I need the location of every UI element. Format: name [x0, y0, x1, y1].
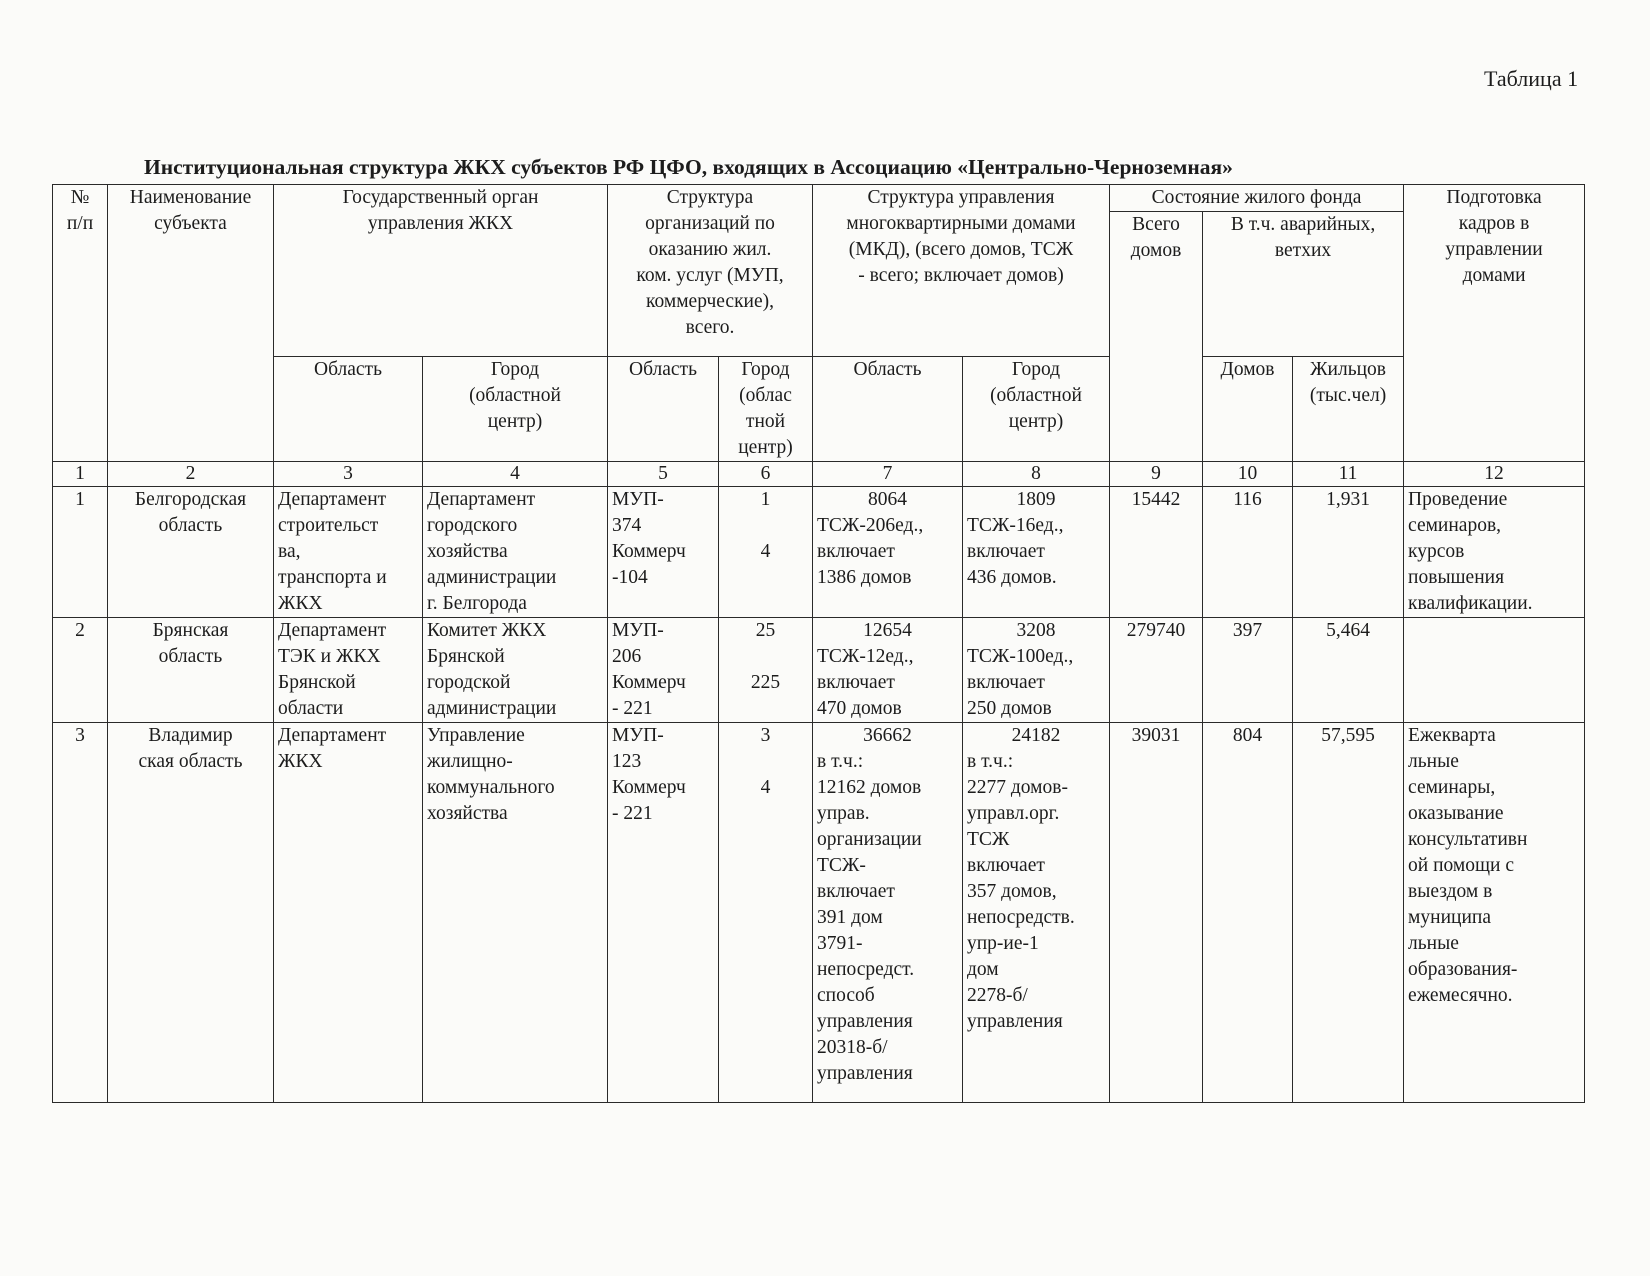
column-number-11: 11: [1293, 462, 1404, 487]
header-emergency-houses: Домов: [1203, 357, 1293, 462]
text-line: организации: [817, 829, 922, 850]
text-line: включает: [817, 541, 895, 562]
text-line: Всего: [1132, 214, 1180, 235]
text-line: 25: [755, 620, 776, 641]
header-mkd-structure: [813, 185, 1110, 357]
text-line: 12162 домов: [817, 777, 922, 798]
text-line: непосредств.: [967, 907, 1075, 928]
text-line: тной: [745, 411, 786, 432]
text-line: ТЭК и ЖКХ: [278, 646, 381, 667]
text-line: жилищно-: [427, 751, 513, 772]
text-line: управления ЖКХ: [367, 213, 514, 234]
header-subject: [108, 185, 274, 462]
subject-name-cell: [108, 618, 274, 723]
text-line: квалификации.: [1408, 593, 1533, 614]
text-line: включает: [967, 855, 1045, 876]
text-line: 12654: [863, 620, 912, 641]
text-line: Департамент: [427, 489, 536, 510]
row-number-cell: 3: [53, 723, 108, 1103]
text-line: управления: [967, 1011, 1063, 1032]
subject-name-cell: [108, 487, 274, 618]
mkd-city-cell: [963, 487, 1110, 618]
header-gov-body: [274, 185, 608, 357]
text-line: льные: [1408, 933, 1459, 954]
text-line: кадров в: [1458, 213, 1530, 234]
text-line: Проведение: [1408, 489, 1508, 510]
text-line: повышения: [1408, 567, 1505, 588]
text-line: Жильцов: [1310, 359, 1386, 380]
header-org-region: Область: [608, 357, 719, 462]
org-city-cell: [719, 487, 813, 618]
gov-region-cell: [274, 618, 423, 723]
text-line: субъекта: [154, 213, 227, 234]
column-number-12: 12: [1404, 462, 1585, 487]
column-number-9: 9: [1110, 462, 1203, 487]
text-line: Брянской: [278, 672, 356, 693]
text-line: 436 домов.: [967, 567, 1057, 588]
text-line: 4: [760, 541, 771, 562]
text-line: ком. услуг (МУП,: [636, 265, 784, 286]
text-line: 225: [750, 672, 781, 693]
text-line: области: [278, 698, 344, 719]
org-region-cell: [608, 487, 719, 618]
text-line: Структура управления: [867, 187, 1055, 208]
text-line: ская область: [138, 751, 243, 772]
column-number-3: 3: [274, 462, 423, 487]
header-org-structure: [608, 185, 813, 357]
text-line: льные: [1408, 751, 1459, 772]
text-line: 1386 домов: [817, 567, 912, 588]
header-gov-city: [423, 357, 608, 462]
emergency-residents-cell: 5,464: [1293, 618, 1404, 723]
text-line: (областной: [469, 385, 561, 406]
header-org-city: [719, 357, 813, 462]
text-line: МУП-: [612, 725, 664, 746]
text-line: включает: [817, 881, 895, 902]
column-number-6: 6: [719, 462, 813, 487]
text-line: ТСЖ-100ед.,: [967, 646, 1074, 667]
text-line: Наименование: [129, 187, 252, 208]
text-line: 357 домов,: [967, 881, 1057, 902]
header-mkd-city: [963, 357, 1110, 462]
text-line: Брянской: [427, 646, 505, 667]
text-line: [723, 644, 808, 670]
text-line: управления: [817, 1063, 913, 1084]
text-line: 391 дом: [817, 907, 883, 928]
text-line: 250 домов: [967, 698, 1052, 719]
text-line: ой помощи с: [1408, 855, 1514, 876]
text-line: городского: [427, 515, 518, 536]
text-line: образования-: [1408, 959, 1518, 980]
org-region-cell: [608, 723, 719, 1103]
text-line: 123: [612, 751, 642, 772]
text-line: 2277 домов-: [967, 777, 1068, 798]
text-line: ТСЖ-206ед.,: [817, 515, 924, 536]
text-line: домами: [1462, 265, 1526, 286]
training-cell: [1404, 487, 1585, 618]
column-number-2: 2: [108, 462, 274, 487]
text-line: коммунального: [427, 777, 555, 798]
column-numbers-row: [53, 462, 1585, 487]
text-line: городской: [427, 672, 511, 693]
text-line: ТСЖ-12ед.,: [817, 646, 914, 667]
text-line: 24182: [1011, 725, 1061, 746]
header-mkd-region: Область: [813, 357, 963, 462]
text-line: ЖКХ: [278, 593, 323, 614]
text-line: упр-ие-1: [967, 933, 1039, 954]
table-number-label: Таблица 1: [1484, 66, 1579, 91]
text-line: коммерческие),: [646, 291, 774, 312]
text-line: оказывание: [1408, 803, 1504, 824]
text-line: 206: [612, 646, 642, 667]
column-number-10: 10: [1203, 462, 1293, 487]
mkd-region-cell: [813, 618, 963, 723]
text-line: №: [70, 187, 90, 208]
column-number-1: 1: [53, 462, 108, 487]
text-line: Город: [1011, 359, 1061, 380]
gov-city-cell: [423, 723, 608, 1103]
text-line: дом: [967, 959, 999, 980]
text-line: [723, 513, 808, 539]
table-row: [53, 618, 1585, 723]
text-line: 20318-б/: [817, 1037, 888, 1058]
text-line: консультативн: [1408, 829, 1528, 850]
emergency-residents-cell: 1,931: [1293, 487, 1404, 618]
text-line: [723, 749, 808, 775]
header-number: [53, 185, 108, 462]
column-number-4: 4: [423, 462, 608, 487]
text-line: центр): [1008, 411, 1064, 432]
text-line: ва,: [278, 541, 301, 562]
text-line: Город: [741, 359, 790, 380]
text-line: семинары,: [1408, 777, 1496, 798]
text-line: Комитет ЖКХ: [427, 620, 547, 641]
table-row: [53, 723, 1585, 1103]
text-line: 3: [760, 725, 771, 746]
text-line: 1: [760, 489, 771, 510]
text-line: в т.ч.:: [967, 751, 1014, 772]
text-line: МУП-: [612, 620, 664, 641]
gov-region-cell: [274, 487, 423, 618]
text-line: домов: [1130, 240, 1182, 261]
text-line: Управление: [427, 725, 525, 746]
text-line: - всего; включает домов): [858, 265, 1064, 286]
training-cell: [1404, 723, 1585, 1103]
table-row: [53, 487, 1585, 618]
text-line: Владимир: [148, 725, 233, 746]
text-line: (областной: [990, 385, 1082, 406]
text-line: Подготовка: [1446, 187, 1542, 208]
text-line: ЖКХ: [278, 751, 323, 772]
header-training: [1404, 185, 1585, 462]
text-line: Коммерч: [612, 541, 686, 562]
text-line: непосредст.: [817, 959, 915, 980]
text-line: Департамент: [278, 489, 387, 510]
text-line: ТСЖ: [967, 829, 1010, 850]
text-line: выездом в: [1408, 881, 1493, 902]
text-line: 470 домов: [817, 698, 902, 719]
text-line: 8064: [868, 489, 907, 510]
text-line: центр): [738, 437, 793, 458]
emergency-residents-cell: 57,595: [1293, 723, 1404, 1103]
text-line: администрации: [427, 698, 557, 719]
mkd-city-cell: [963, 618, 1110, 723]
text-line: 3208: [1016, 620, 1056, 641]
total-houses-cell: 15442: [1110, 487, 1203, 618]
text-line: оказанию жил.: [648, 239, 772, 260]
row-number-cell: 2: [53, 618, 108, 723]
text-line: В т.ч. аварийных,: [1230, 214, 1376, 235]
text-line: управл.орг.: [967, 803, 1060, 824]
text-line: 1809: [1016, 489, 1056, 510]
text-line: всего.: [685, 317, 735, 338]
text-line: семинаров,: [1408, 515, 1502, 536]
header-emergency-residents: [1293, 357, 1404, 462]
text-line: г. Белгорода: [427, 593, 527, 614]
text-line: в т.ч.:: [817, 751, 864, 772]
text-line: ветхих: [1274, 240, 1332, 261]
mkd-region-cell: [813, 487, 963, 618]
text-line: способ: [817, 985, 875, 1006]
header-housing-state: Состояние жилого фонда: [1110, 185, 1404, 212]
text-line: п/п: [66, 213, 94, 234]
text-line: Коммерч: [612, 672, 686, 693]
emergency-houses-cell: 397: [1203, 618, 1293, 723]
text-line: Государственный орган: [342, 187, 539, 208]
text-line: (облас: [739, 385, 792, 406]
text-line: транспорта и: [278, 567, 387, 588]
text-line: муниципа: [1408, 907, 1491, 928]
text-line: управления: [817, 1011, 913, 1032]
text-line: включает: [967, 672, 1045, 693]
text-line: 4: [760, 777, 771, 798]
text-line: центр): [487, 411, 543, 432]
text-line: многоквартирными домами: [846, 213, 1076, 234]
text-line: хозяйства: [427, 803, 508, 824]
header-gov-region: Область: [274, 357, 423, 462]
text-line: 2278-б/: [967, 985, 1028, 1006]
text-line: Ежекварта: [1408, 725, 1496, 746]
document-title: Институциональная структура ЖКХ субъектов РФ ЦФО, входящих в Ассоциацию «Центрально-Черноземная»: [144, 155, 1233, 179]
text-line: управлении: [1445, 239, 1543, 260]
emergency-houses-cell: 116: [1203, 487, 1293, 618]
mkd-region-cell: [813, 723, 963, 1103]
text-line: включает: [817, 672, 895, 693]
text-line: ТСЖ-16ед.,: [967, 515, 1064, 536]
text-line: организаций по: [645, 213, 775, 234]
total-houses-cell: 279740: [1110, 618, 1203, 723]
emergency-houses-cell: 804: [1203, 723, 1293, 1103]
mkd-city-cell: [963, 723, 1110, 1103]
text-line: Структура: [666, 187, 754, 208]
training-cell: [1404, 618, 1585, 723]
gov-region-cell: [274, 723, 423, 1103]
row-number-cell: 1: [53, 487, 108, 618]
gov-city-cell: [423, 487, 608, 618]
column-number-7: 7: [813, 462, 963, 487]
text-line: область: [158, 646, 223, 667]
text-line: включает: [967, 541, 1045, 562]
text-line: (тыс.чел): [1309, 385, 1387, 406]
column-number-8: 8: [963, 462, 1110, 487]
column-number-5: 5: [608, 462, 719, 487]
text-line: МУП-: [612, 489, 664, 510]
header-emergency: [1203, 212, 1404, 357]
text-line: -104: [612, 567, 648, 588]
text-line: (МКД), (всего домов, ТСЖ: [848, 239, 1074, 260]
text-line: 3791-: [817, 933, 863, 954]
text-line: Коммерч: [612, 777, 686, 798]
text-line: 374: [612, 515, 642, 536]
header-total-houses: [1110, 212, 1203, 462]
text-line: курсов: [1408, 541, 1465, 562]
org-city-cell: [719, 723, 813, 1103]
org-city-cell: [719, 618, 813, 723]
gov-city-cell: [423, 618, 608, 723]
text-line: Брянская: [152, 620, 229, 641]
total-houses-cell: 39031: [1110, 723, 1203, 1103]
text-line: Департамент: [278, 725, 387, 746]
text-line: область: [158, 515, 223, 536]
text-line: строительст: [278, 515, 379, 536]
org-region-cell: [608, 618, 719, 723]
text-line: 36662: [863, 725, 912, 746]
text-line: управ.: [817, 803, 870, 824]
text-line: Департамент: [278, 620, 387, 641]
text-line: ежемесячно.: [1408, 985, 1513, 1006]
text-line: - 221: [612, 803, 653, 824]
text-line: хозяйства: [427, 541, 508, 562]
subject-name-cell: [108, 723, 274, 1103]
housing-structure-table: [52, 184, 1585, 1103]
text-line: Белгородская: [134, 489, 247, 510]
text-line: - 221: [612, 698, 653, 719]
text-line: администрации: [427, 567, 557, 588]
text-line: Город: [490, 359, 540, 380]
text-line: ТСЖ-: [817, 855, 866, 876]
